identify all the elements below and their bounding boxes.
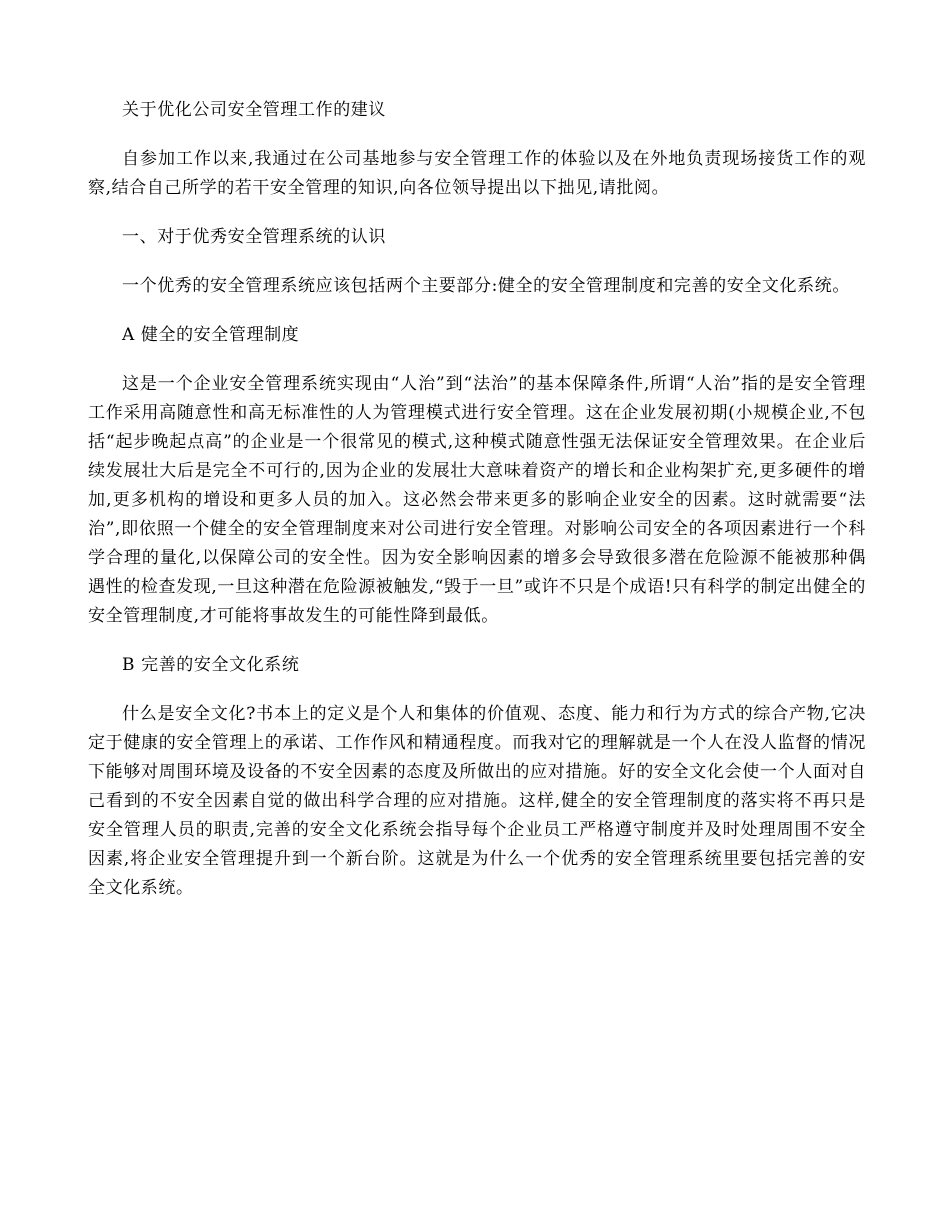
intro-paragraph: 自参加工作以来,我通过在公司基地参与安全管理工作的体验以及在外地负责现场接货工作的观察,结合自己所学的若干安全管理的知识,向各位领导提出以下拙见,请批阅。 bbox=[88, 149, 866, 198]
subsection-a-paragraph: 这是一个企业安全管理系统实现由“人治”到“法治”的基本保障条件,所谓“人治”指的是安全管理工作采用高随意性和高无标准性的人为管理模式进行安全管理。这在企业发展初期(小规模企业,不包括“起步晚起点高”的企业是一个很常见的模式,这种模式随意性强无法保证安全管理效果。在企业后续发展壮大后是完全不可行的,因为企业的发展壮大意味着资产的增长和企业构架扩充,更多硬件的增加,更多机构的增设和更多人员的加入。这必然会带来更多的影响企业安全的因素。这时就需要“法治”,即依照一个健全的安全管理制度来对公司进行安全管理。对影响公司安全的各项因素进行一个科学合理的量化,以保障公司的安全性。因为安全影响因素的增多会导致很多潜在危险源不能被那种偶遇性的检查发现,一旦这种潜在危险源被触发,“毁于一旦”或许不只是个成语!只有科学的制定出健全的安全管理制度,才可能将事故发生的可能性降到最低。 bbox=[88, 374, 866, 626]
document-title: 关于优化公司安全管理工作的建议 bbox=[122, 100, 386, 120]
section-1-paragraph: 一个优秀的安全管理系统应该包括两个主要部分:健全的安全管理制度和完善的安全文化系统。 bbox=[122, 276, 850, 296]
subsection-a-heading: A 健全的安全管理制度 bbox=[122, 325, 300, 345]
subsection-b-heading: B 完善的安全文化系统 bbox=[122, 655, 300, 675]
document-page bbox=[88, 96, 866, 923]
subsection-b-paragraph: 什么是安全文化?书本上的定义是个人和集体的价值观、态度、能力和行为方式的综合产物,它决定于健康的安全管理上的承诺、工作作风和精通程度。而我对它的理解就是一个人在没人监督的情况下能够对周围环境及设备的不安全因素的态度及所做出的应对措施。好的安全文化会使一个人面对自己看到的不安全因素自觉的做出科学合理的应对措施。这样,健全的安全管理制度的落实将不再只是安全管理人员的职责,完善的安全文化系统会指导每个企业员工严格遵守制度并及时处理周围不安全因素,将企业安全管理提升到一个新台阶。这就是为什么一个优秀的安全管理系统里要包括完善的安全文化系统。 bbox=[88, 704, 866, 898]
section-1-heading: 一、对于优秀安全管理系统的认识 bbox=[122, 227, 386, 247]
